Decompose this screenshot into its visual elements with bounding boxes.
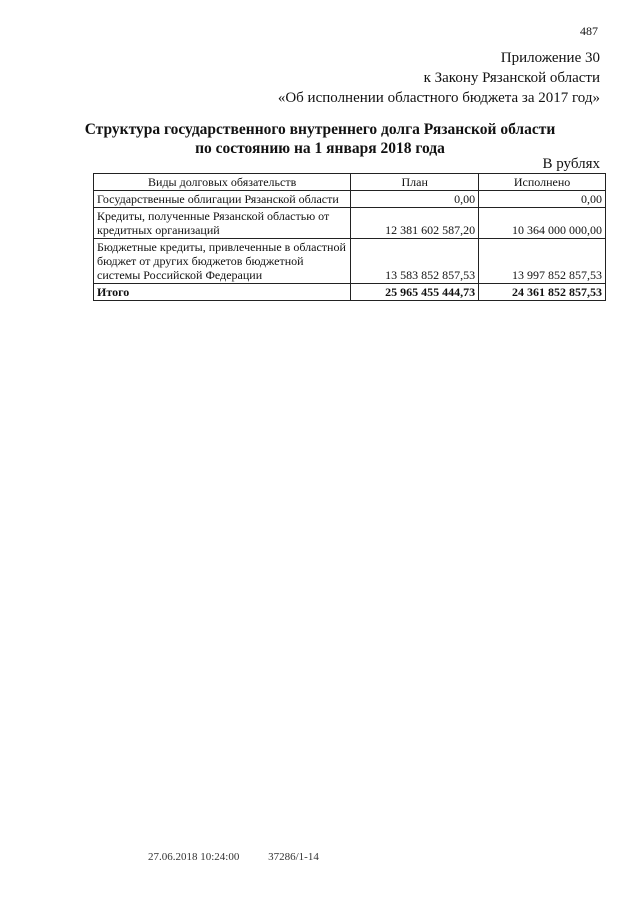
footer-timestamp: 27.06.2018 10:24:00	[148, 851, 240, 863]
appendix-header	[278, 48, 600, 108]
row-plan: 12 381 602 587,20	[351, 208, 479, 239]
row-plan: 13 583 852 857,53	[351, 239, 479, 284]
header-done: Исполнено	[479, 174, 606, 191]
title-line-2: по состоянию на 1 января 2018 года	[195, 140, 445, 157]
title-line-1: Структура государственного внутреннего долга Рязанской области	[84, 121, 556, 138]
table-total-row	[94, 284, 606, 301]
debt-table	[93, 173, 606, 301]
table-row	[94, 191, 606, 208]
page-number: 487	[580, 24, 598, 38]
row-done: 0,00	[479, 191, 606, 208]
row-plan: 0,00	[351, 191, 479, 208]
row-done: 13 997 852 857,53	[479, 239, 606, 284]
row-done: 10 364 000 000,00	[479, 208, 606, 239]
row-name: Бюджетные кредиты, привлеченные в областной бюджет от других бюджетов бюджетной системы Российской Федерации	[94, 239, 351, 284]
table-row	[94, 208, 606, 239]
row-name: Государственные облигации Рязанской области	[94, 191, 351, 208]
row-name: Кредиты, полученные Рязанской областью от кредитных организаций	[94, 208, 351, 239]
total-label: Итого	[94, 284, 351, 301]
footer-doc-id: 37286/1-14	[268, 851, 319, 863]
total-plan: 25 965 455 444,73	[351, 284, 479, 301]
appendix-line-1: Приложение 30	[500, 50, 600, 66]
total-done: 24 361 852 857,53	[479, 284, 606, 301]
table-row	[94, 239, 606, 284]
appendix-line-2: к Закону Рязанской области	[423, 70, 600, 86]
table-header-row	[94, 174, 606, 191]
header-plan: План	[351, 174, 479, 191]
document-title	[0, 120, 640, 158]
footer	[148, 851, 345, 863]
currency-note: В рублях	[542, 156, 600, 172]
header-debt-type: Виды долговых обязательств	[94, 174, 351, 191]
appendix-line-3: «Об исполнении областного бюджета за 2017 год»	[277, 90, 600, 106]
